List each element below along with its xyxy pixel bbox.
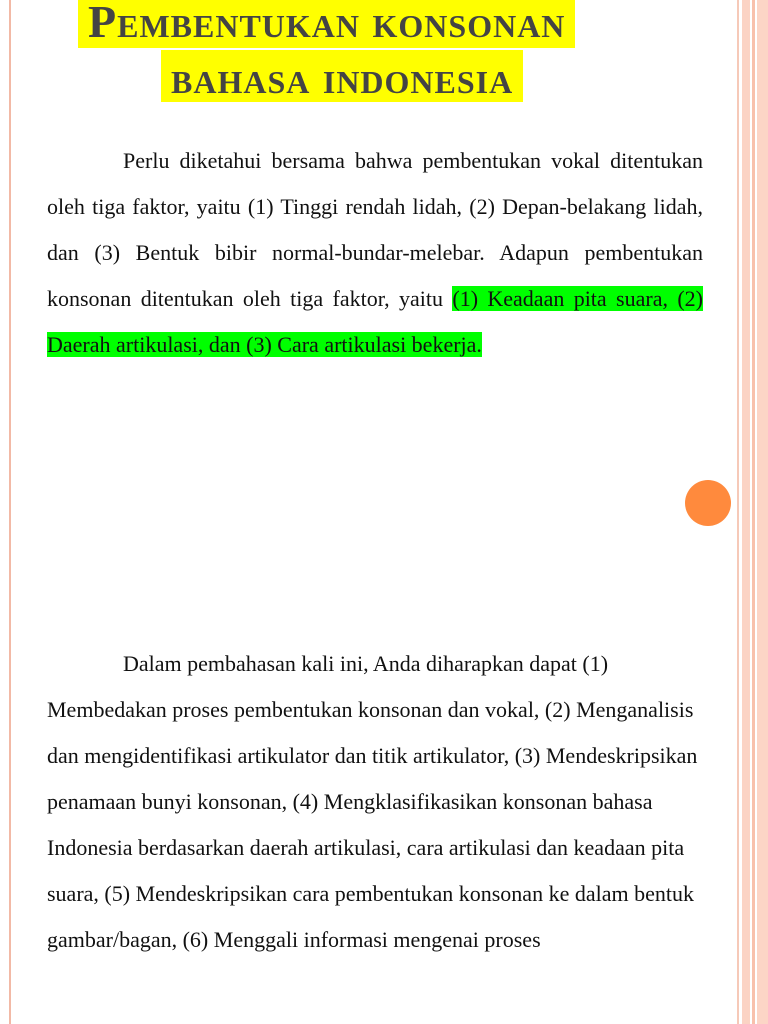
left-border-line [9, 0, 11, 1024]
right-frame-stripe [742, 0, 750, 1024]
intro-text: Perlu diketahui bersama bahwa pembentukan vokal ditentukan oleh tiga faktor, yaitu (1) Tinggi rendah lidah, (2) Depan-belakang lidah, dan (3) Bentuk bibir normal-bundar-melebar. Adapun pembentukan konsonan ditentukan oleh tiga faktor, yaitu [47, 148, 703, 311]
right-frame-stripe [757, 0, 768, 1024]
objectives-paragraph [47, 641, 703, 963]
accent-dot [685, 480, 731, 526]
highlighted-consonant-factors: (1) Keadaan pita suara, (2) Daerah artikulasi, dan (3) Cara artikulasi bekerja. [47, 286, 703, 357]
objectives-text: Dalam pembahasan kali ini, Anda diharapkan dapat (1) Membedakan proses pembentukan konsonan dan vokal, (2) Menganalisis dan mengidentifikasi artikulator dan titik artikulator, (3) Mendeskripsikan penamaan bunyi konsonan, (4) Mengklasifikasikan konsonan bahasa Indonesia berdasarkan daerah artikulasi, cara artikulasi dan keadaan pita suara, (5) Mendeskripsikan cara pembentukan konsonan ke dalam bentuk gambar/bagan, (6) Menggali informasi mengenai proses [47, 651, 698, 952]
title-line-2: bahasa indonesia [161, 50, 523, 102]
right-frame-stripe [737, 0, 739, 1024]
intro-paragraph [47, 138, 703, 368]
right-frame-stripe [752, 0, 755, 1024]
title-line-1: Pembentukan konsonan [78, 0, 575, 48]
